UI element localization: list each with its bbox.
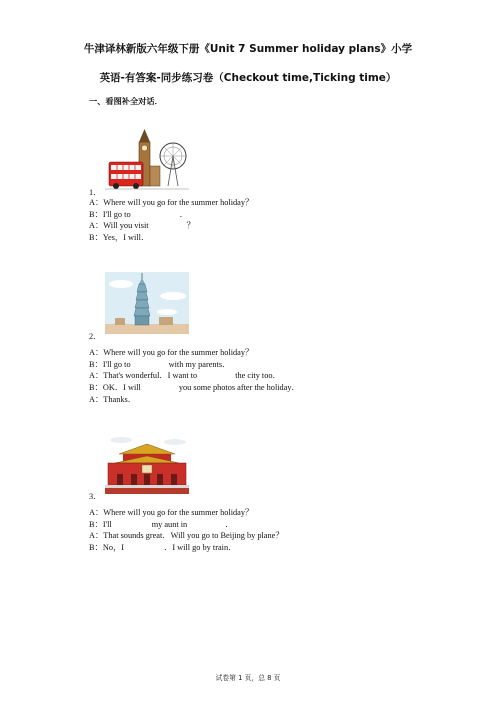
dialogue-line: B：OK．I will you some photos after the holiday． — [89, 383, 300, 393]
document-title-line-2: 英语-有答案-同步练习卷（Checkout time,Ticking time） — [99, 72, 397, 84]
dialogue-line: B：I'll go to with my parents． — [89, 359, 231, 369]
dialogue-line: A：Will you visit ？ — [89, 221, 195, 231]
london-bigben-bus-eye-picture — [105, 128, 189, 190]
dialogue-line: B：No，I ．I will go by train． — [89, 543, 237, 553]
dialogue-line: A：Where will you go for the summer holiday？ — [89, 198, 254, 207]
document-title-line-1: 牛津译林新版六年级下册《Unit 7 Summer holiday plans》小学 — [83, 43, 413, 55]
question-2-number: 2． — [89, 332, 102, 341]
dialogue-line: A：Thanks． — [89, 394, 137, 404]
dialogue-line: A：That sounds great．Will you go to Beijing by plane？ — [89, 531, 284, 541]
page-footer: 试卷第 1 页，总 8 页 — [215, 674, 281, 682]
dialogue-line: B：Yes，I will． — [89, 233, 150, 243]
dialogue-line: A：Where will you go for the summer holiday？ — [89, 348, 254, 357]
question-3-number: 3． — [89, 492, 102, 501]
dialogue-line: B：I'll my aunt in ． — [89, 519, 234, 529]
dialogue-line: A：That's wonderful．I want to the city too． — [89, 371, 281, 381]
tiananmen-gate-picture — [105, 432, 189, 494]
dialogue-line: A：Where will you go for the summer holiday？ — [89, 508, 254, 517]
question-1-dialogue — [89, 197, 253, 244]
question-3-dialogue — [89, 507, 284, 554]
question-1-number: 1． — [89, 188, 102, 197]
section-heading: 一、看图补全对话． — [89, 96, 163, 106]
dialogue-line: B：I'll go to ． — [89, 209, 188, 219]
taipei-101-tower-picture — [105, 272, 189, 334]
question-2-dialogue — [89, 347, 300, 405]
